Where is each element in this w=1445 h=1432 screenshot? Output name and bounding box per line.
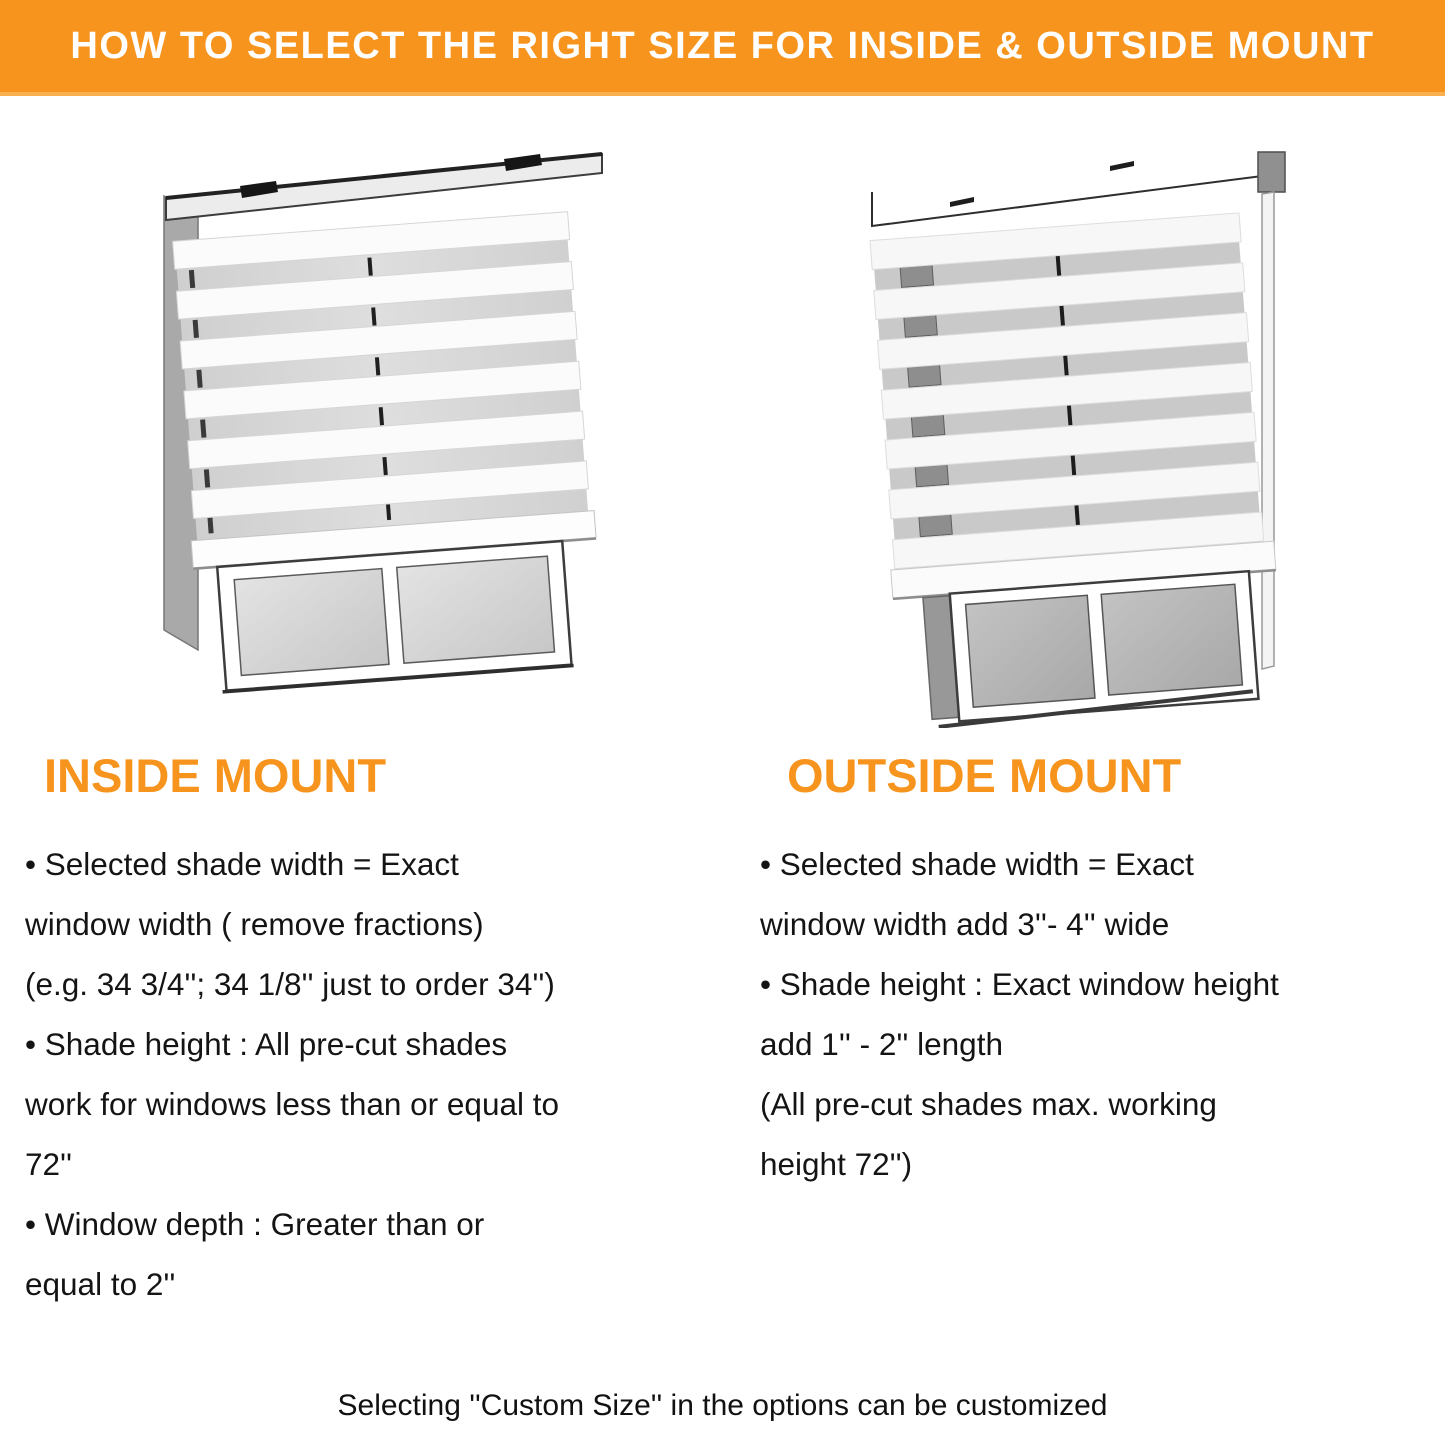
end-bracket [1258, 152, 1285, 192]
mounting-screw [1110, 161, 1134, 171]
spec-line: equal to 2'' [25, 1266, 176, 1302]
spec-line: (All pre-cut shades max. working [760, 1086, 1217, 1122]
outside-mount-drawing [858, 126, 1298, 728]
outside-mount-section [760, 749, 1430, 1194]
outside-mount-illustration [858, 126, 1298, 733]
inside-mount-spec-list [25, 834, 720, 1314]
spec-line: • Shade height : All pre-cut shades [25, 1026, 508, 1062]
side-wall-strip [1262, 192, 1274, 669]
glass-pane [234, 569, 389, 676]
spec-line: • Selected shade width = Exact [760, 846, 1194, 882]
mounting-screw [950, 197, 974, 207]
custom-size-note: Selecting ''Custom Size'' in the options can be customized [337, 1389, 1108, 1422]
footer [0, 1386, 1445, 1426]
spec-line: (e.g. 34 3/4''; 34 1/8'' just to order 34'') [25, 966, 555, 1002]
inside-mount-drawing [148, 138, 626, 703]
spec-line: window width ( remove fractions) [25, 906, 484, 942]
spec-line: window width add 3''- 4'' wide [760, 906, 1170, 942]
page-title: HOW TO SELECT THE RIGHT SIZE FOR INSIDE & OUTSIDE MOUNT [70, 24, 1375, 67]
spec-line: • Selected shade width = Exact [25, 846, 459, 882]
spec-line: 72'' [25, 1146, 73, 1182]
inside-mount-illustration [148, 138, 626, 708]
headrail [166, 154, 602, 220]
spec-line: add 1'' - 2'' length [760, 1026, 1003, 1062]
outside-mount-heading: OUTSIDE MOUNT [787, 749, 1182, 802]
lower-window [213, 541, 573, 692]
shade-and-window [169, 211, 606, 693]
lower-window [923, 571, 1259, 727]
spec-line: height 72'') [760, 1146, 913, 1182]
glass-pane [966, 595, 1095, 707]
spec-line: • Shade height : Exact window height [760, 966, 1279, 1002]
spec-line: • Window depth : Greater than or [25, 1206, 485, 1242]
spec-line: work for windows less than or equal to [25, 1086, 560, 1122]
header-banner [0, 0, 1445, 96]
inside-mount-heading: INSIDE MOUNT [44, 749, 387, 802]
shade-and-window [866, 212, 1286, 728]
inside-mount-section [25, 749, 720, 1314]
outside-mount-spec-list [760, 834, 1430, 1194]
glass-pane [397, 556, 555, 663]
glass-pane [1101, 584, 1242, 695]
